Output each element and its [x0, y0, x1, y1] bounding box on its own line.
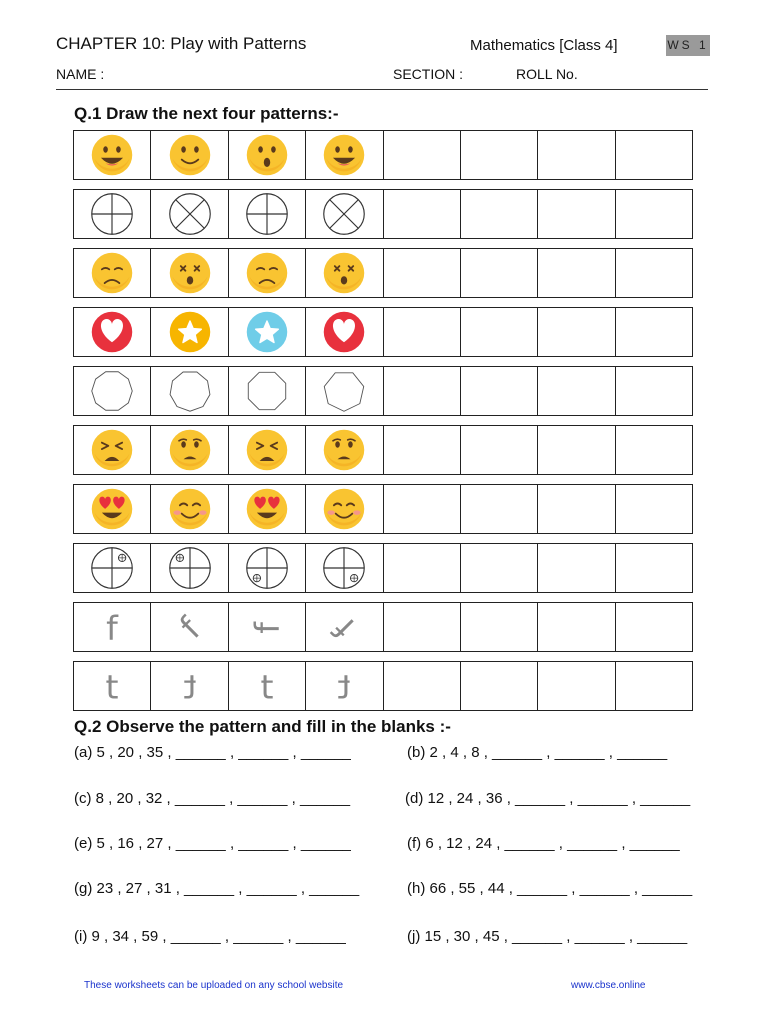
- answer-cell[interactable]: [616, 426, 692, 474]
- pattern-row-love-blush-faces: [73, 484, 693, 534]
- answer-cell[interactable]: [538, 662, 615, 710]
- svg-text:t: t: [260, 667, 274, 707]
- worksheet-title: CHAPTER 10: Play with Patterns: [56, 34, 307, 53]
- svg-text:f: f: [106, 608, 119, 648]
- answer-cell[interactable]: [384, 662, 461, 710]
- letter-f-rotated-icon: [321, 604, 367, 650]
- answer-cell[interactable]: [461, 249, 538, 297]
- answer-cell[interactable]: [384, 485, 461, 533]
- answer-cell[interactable]: [616, 662, 692, 710]
- pattern-cell: [74, 662, 151, 710]
- letter-f-icon: [89, 604, 135, 650]
- pattern-cell: [151, 308, 228, 356]
- pattern-cell: [306, 249, 383, 297]
- pattern-row-smiley-faces: [73, 130, 693, 180]
- section-field-label: SECTION :: [393, 66, 464, 82]
- surprised-face-icon: [244, 132, 290, 178]
- letter-f-rotated-icon: [244, 604, 290, 650]
- pattern-cell: [229, 662, 306, 710]
- answer-cell[interactable]: [538, 249, 615, 297]
- answer-cell[interactable]: [616, 367, 692, 415]
- pattern-cell: [306, 308, 383, 356]
- answer-cell[interactable]: [384, 249, 461, 297]
- blank-item: (j) 15 , 30 , 45 , ______ , ______ , ______: [407, 928, 688, 945]
- letter-t-icon: [89, 663, 135, 709]
- pattern-cell: [74, 190, 151, 238]
- pattern-cell: [74, 485, 151, 533]
- blush-face-icon: [167, 486, 213, 532]
- grin-face-icon: [89, 132, 135, 178]
- nonagon-icon: [167, 368, 213, 414]
- quadrant-dot-bottom-right-icon: [321, 545, 367, 591]
- pattern-cell: [74, 131, 151, 179]
- pattern-cell: [306, 544, 383, 592]
- answer-cell[interactable]: [461, 485, 538, 533]
- blank-item: (f) 6 , 12 , 24 , ______ , ______ , ______: [407, 835, 680, 852]
- heart-eyes-face-icon: [89, 486, 135, 532]
- pattern-row-sad-dizzy-faces: [73, 248, 693, 298]
- circle-plus-icon: [244, 191, 290, 237]
- answer-cell[interactable]: [461, 367, 538, 415]
- pattern-cell: [229, 485, 306, 533]
- answer-cell[interactable]: [616, 485, 692, 533]
- answer-cell[interactable]: [461, 190, 538, 238]
- header-rule: [56, 89, 708, 90]
- answer-cell[interactable]: [384, 426, 461, 474]
- blank-item: (g) 23 , 27 , 31 , ______ , ______ , ______: [74, 880, 360, 897]
- svg-text:f: f: [171, 610, 208, 646]
- answer-cell[interactable]: [461, 544, 538, 592]
- pattern-cell: [151, 131, 228, 179]
- answer-cell[interactable]: [384, 544, 461, 592]
- letter-t-icon: [244, 663, 290, 709]
- blank-item: (c) 8 , 20 , 32 , ______ , ______ , ______: [74, 790, 351, 807]
- worried-face-icon: [167, 427, 213, 473]
- answer-cell[interactable]: [538, 367, 615, 415]
- pattern-cell: [151, 249, 228, 297]
- answer-cell[interactable]: [538, 426, 615, 474]
- letter-t-flipped-icon: [167, 663, 213, 709]
- pattern-row-squint-worried-faces: [73, 425, 693, 475]
- yellow-star-badge-icon: [167, 309, 213, 355]
- blank-item: (i) 9 , 34 , 59 , ______ , ______ , ______: [74, 928, 346, 945]
- answer-cell[interactable]: [461, 308, 538, 356]
- pattern-cell: [74, 544, 151, 592]
- pattern-cell: [74, 308, 151, 356]
- answer-cell[interactable]: [616, 544, 692, 592]
- pattern-cell: [306, 603, 383, 651]
- pattern-cell: [306, 426, 383, 474]
- blank-item: (b) 2 , 4 , 8 , ______ , ______ , ______: [407, 744, 668, 761]
- pattern-cell: [306, 367, 383, 415]
- blank-item: (e) 5 , 16 , 27 , ______ , ______ , ______: [74, 835, 351, 852]
- pattern-cell: [229, 131, 306, 179]
- answer-cell[interactable]: [384, 308, 461, 356]
- dizzy-face-icon: [167, 250, 213, 296]
- subject-label: Mathematics [Class 4]: [470, 37, 618, 54]
- pattern-cell: [151, 426, 228, 474]
- blank-item: (h) 66 , 55 , 44 , ______ , ______ , ______: [407, 880, 693, 897]
- quadrant-dot-top-left-icon: [167, 545, 213, 591]
- pattern-row-rotating-quadrant-dots: [73, 543, 693, 593]
- pattern-cell: [229, 190, 306, 238]
- heart-eyes-face-icon: [244, 486, 290, 532]
- blush-face-icon: [321, 486, 367, 532]
- answer-cell[interactable]: [538, 603, 615, 651]
- svg-text:f: f: [326, 610, 363, 646]
- letter-f-rotated-icon: [167, 604, 213, 650]
- pattern-cell: [151, 367, 228, 415]
- pattern-cell: [151, 190, 228, 238]
- pattern-cell: [229, 603, 306, 651]
- answer-cell[interactable]: [384, 603, 461, 651]
- answer-cell[interactable]: [538, 190, 615, 238]
- quadrant-dot-bottom-left-icon: [244, 545, 290, 591]
- footer-site-link[interactable]: www.cbse.online: [571, 980, 646, 991]
- answer-cell[interactable]: [616, 308, 692, 356]
- answer-cell[interactable]: [616, 603, 692, 651]
- answer-cell[interactable]: [461, 131, 538, 179]
- pattern-cell: [74, 426, 151, 474]
- pattern-cell: [229, 426, 306, 474]
- pattern-row-heart-star-badges: [73, 307, 693, 357]
- footer-note: These worksheets can be uploaded on any school website: [84, 980, 344, 991]
- pattern-cell: [229, 367, 306, 415]
- circle-x-icon: [321, 191, 367, 237]
- circle-plus-icon: [89, 191, 135, 237]
- sad-face-icon: [89, 250, 135, 296]
- pattern-cell: [74, 249, 151, 297]
- answer-cell[interactable]: [461, 603, 538, 651]
- pattern-cell: [306, 662, 383, 710]
- pattern-cell: [229, 544, 306, 592]
- grin-face-icon: [321, 132, 367, 178]
- answer-cell[interactable]: [616, 190, 692, 238]
- answer-cell[interactable]: [616, 131, 692, 179]
- pattern-cell: [306, 485, 383, 533]
- answer-cell[interactable]: [538, 544, 615, 592]
- answer-cell[interactable]: [538, 485, 615, 533]
- answer-cell[interactable]: [538, 131, 615, 179]
- pattern-cell: [306, 131, 383, 179]
- pattern-cell: [151, 485, 228, 533]
- worksheet-badge: WS 1: [666, 35, 710, 56]
- letter-t-flipped-icon: [321, 663, 367, 709]
- heart-badge-icon: [89, 309, 135, 355]
- octagon-icon: [244, 368, 290, 414]
- pattern-cell: [229, 249, 306, 297]
- pattern-cell: [74, 603, 151, 651]
- squint-face-icon: [244, 427, 290, 473]
- answer-cell[interactable]: [384, 131, 461, 179]
- pattern-row-rotating-letter-f: [73, 602, 693, 652]
- dizzy-face-icon: [321, 250, 367, 296]
- pattern-row-circle-crosses: [73, 189, 693, 239]
- blank-item: (d) 12 , 24 , 36 , ______ , ______ , ______: [405, 790, 691, 807]
- pattern-cell: [74, 367, 151, 415]
- worried-face-icon: [321, 427, 367, 473]
- answer-cell[interactable]: [538, 308, 615, 356]
- quadrant-dot-top-right-icon: [89, 545, 135, 591]
- roll-field-label: ROLL No.: [516, 66, 578, 82]
- decagon-icon: [89, 368, 135, 414]
- pattern-cell: [151, 603, 228, 651]
- pattern-cell: [306, 190, 383, 238]
- answer-cell[interactable]: [384, 190, 461, 238]
- name-field-label: NAME :: [56, 66, 105, 82]
- answer-cell[interactable]: [461, 662, 538, 710]
- pattern-cell: [151, 662, 228, 710]
- answer-cell[interactable]: [461, 426, 538, 474]
- answer-cell[interactable]: [384, 367, 461, 415]
- svg-text:t: t: [105, 667, 119, 707]
- pattern-row-polygons: [73, 366, 693, 416]
- pattern-cell: [151, 544, 228, 592]
- q2-heading: Q.2 Observe the pattern and fill in the blanks :-: [74, 717, 451, 736]
- heptagon-icon: [321, 368, 367, 414]
- q1-heading: Q.1 Draw the next four patterns:-: [74, 104, 339, 123]
- squint-face-icon: [89, 427, 135, 473]
- answer-cell[interactable]: [616, 249, 692, 297]
- pattern-cell: [229, 308, 306, 356]
- svg-text:t: t: [183, 667, 197, 707]
- svg-text:f: f: [247, 622, 287, 634]
- svg-text:t: t: [337, 667, 351, 707]
- blue-star-badge-icon: [244, 309, 290, 355]
- heart-badge-icon: [321, 309, 367, 355]
- smile-face-icon: [167, 132, 213, 178]
- blank-item: (a) 5 , 20 , 35 , ______ , ______ , ______: [74, 744, 351, 761]
- circle-x-icon: [167, 191, 213, 237]
- pattern-row-flipping-letter-t: [73, 661, 693, 711]
- sad-face-icon: [244, 250, 290, 296]
